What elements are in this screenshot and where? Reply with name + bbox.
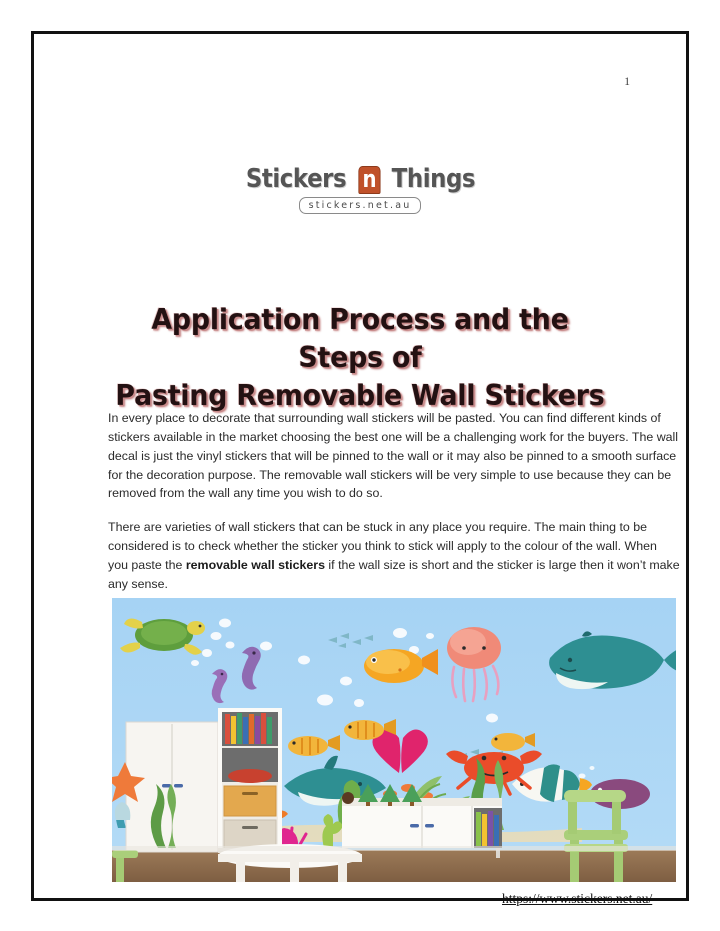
page-title bbox=[110, 301, 610, 415]
logo-wordmark bbox=[239, 166, 480, 194]
page-title-line-2: Pasting Removable Wall Stickers bbox=[115, 378, 605, 412]
logo-domain: stickers.net.au bbox=[299, 197, 422, 214]
article-body bbox=[108, 409, 680, 609]
furniture-wardrobe bbox=[112, 722, 218, 852]
page-number: 1 bbox=[624, 76, 630, 88]
paragraph-2-text-after: if the wall size is short and the sticker is large then it won’t make any sense. bbox=[108, 557, 680, 591]
page-frame bbox=[31, 31, 689, 906]
furniture-shelf-unit bbox=[218, 708, 282, 853]
logo-word-stickers: Stickers bbox=[246, 164, 347, 194]
room-illustration bbox=[112, 598, 676, 882]
source-link[interactable]: https://www.stickers.net.au/ bbox=[502, 891, 653, 906]
brand-logo bbox=[34, 166, 686, 214]
page-title-line-1: Application Process and the Steps of bbox=[151, 303, 569, 374]
paragraph-1: In every place to decorate that surrounding wall stickers will be pasted. You can find different kinds of stickers available in the market choosing the best one will be a challenging work for the buyers. The wall decal is just the vinyl stickers that will be pinned to the wall or it may also be pinned to a smooth surface for the decoration purpose. The removable wall stickers will be very simple to use because they can be removed from the wall any time you wish to do so. bbox=[108, 411, 679, 501]
article-photo bbox=[112, 598, 676, 882]
logo-word-things: Things bbox=[391, 164, 476, 194]
paragraph-2-text-before: There are varieties of wall stickers that can be stuck in any place you require. The main thing to be considered is to check whether the sticker you think to stick will apply to the colour of the wall. When you paste the bbox=[108, 520, 657, 572]
paragraph-2 bbox=[108, 518, 680, 593]
logo-badge-n: n bbox=[359, 166, 381, 194]
paragraph-2-keyword: removable wall stickers bbox=[185, 557, 325, 572]
